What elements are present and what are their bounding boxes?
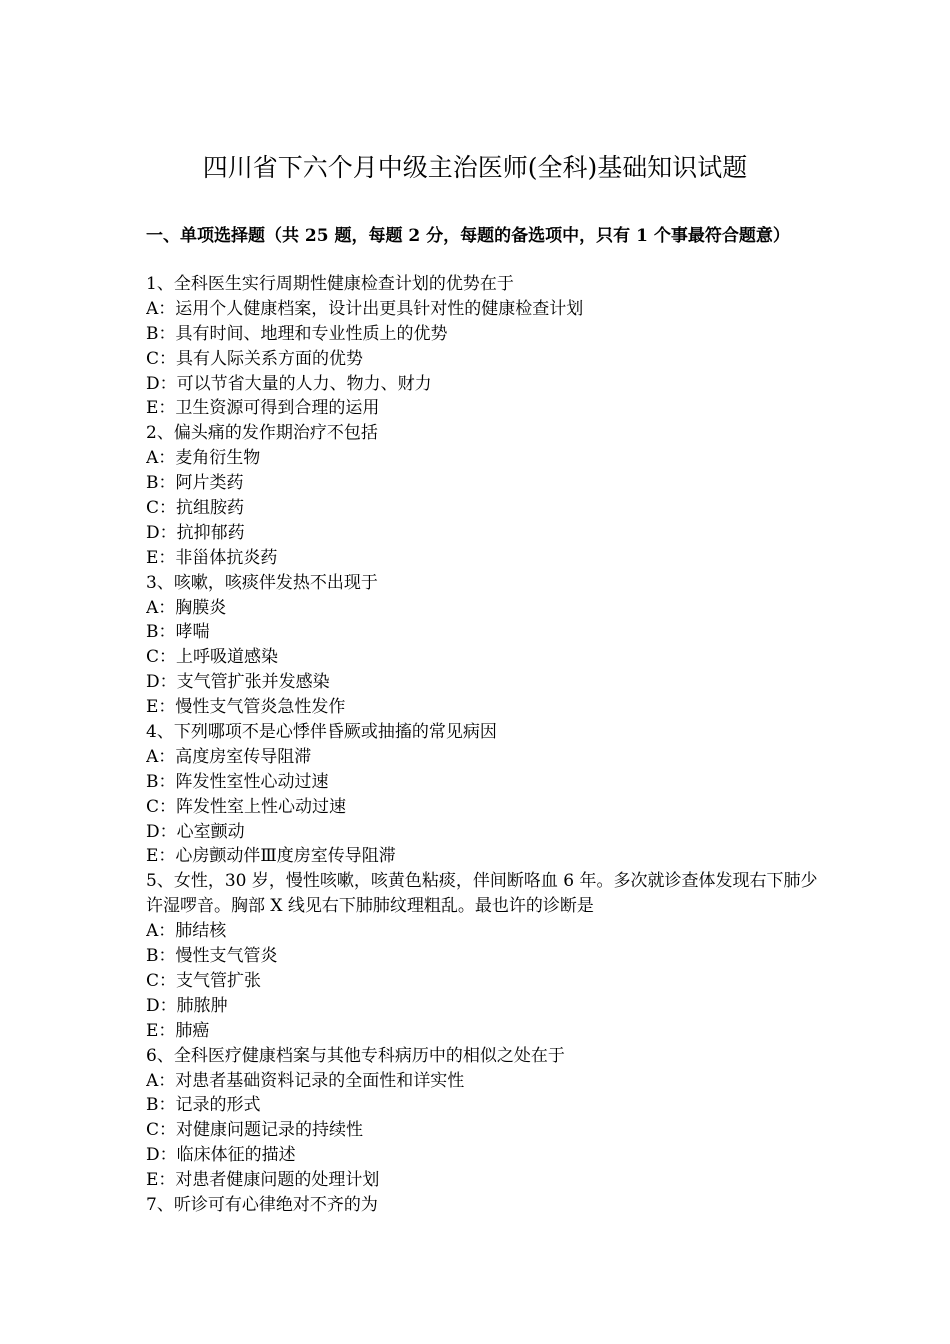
answer-option: D：肺脓肿 [146,995,228,1016]
answer-option: B：慢性支气管炎 [146,946,278,967]
question-stem: 5、女性，30 岁，慢性咳嗽，咳黄色粘痰，伴间断咯血 6 年。多次就诊查体发现右下肺少许湿啰音。胸部 X 线见右下肺肺纹理粗乱。最也许的诊断是 [146,871,818,917]
document-title: 四川省下六个月中级主治医师(全科)基础知识试题 [202,153,748,182]
answer-option: B：记录的形式 [146,1095,261,1116]
answer-option: C：具有人际关系方面的优势 [146,348,364,369]
answer-option: B：阵发性室性心动过速 [146,771,329,792]
answer-option: D：可以节省大量的人力、物力、财力 [146,373,432,394]
answer-option: A：麦角衍生物 [146,448,261,469]
question-stem: 4、下列哪项不是心悸伴昏厥或抽搐的常见病因 [146,722,497,743]
answer-option: C：支气管扩张 [146,970,262,991]
section-heading: 一、单项选择题（共 25 题，每题 2 分，每题的备选项中，只有 1 个事最符合题意） [146,226,790,246]
question-list [146,272,818,1218]
answer-option: E：肺癌 [146,1020,210,1041]
answer-option: D：临床体征的描述 [146,1145,296,1166]
answer-option: C：上呼吸道感染 [146,647,279,668]
answer-option: A：运用个人健康档案，设计出更具针对性的健康检查计划 [146,298,584,319]
answer-option: C：抗组胺药 [146,498,245,519]
answer-option: A：胸膜炎 [146,597,227,618]
answer-option: A：肺结核 [146,921,227,942]
answer-option: C：阵发性室上性心动过速 [146,796,347,817]
answer-option: E：慢性支气管炎急性发作 [146,697,346,718]
answer-option: E：卫生资源可得到合理的运用 [146,398,380,419]
question-stem: 2、偏头痛的发作期治疗不包括 [146,423,378,444]
answer-option: A：高度房室传导阻滞 [146,746,312,767]
answer-option: E：对患者健康问题的处理计划 [146,1170,380,1191]
answer-option: E：非甾体抗炎药 [146,547,278,568]
answer-option: D：抗抑郁药 [146,522,245,543]
answer-option: B：阿片类药 [146,473,244,494]
question-stem: 3、咳嗽，咳痰伴发热不出现于 [146,572,378,593]
answer-option: D：心室颤动 [146,821,245,842]
question-stem: 6、全科医疗健康档案与其他专科病历中的相似之处在于 [146,1045,565,1066]
answer-option: B：具有时间、地理和专业性质上的优势 [146,323,448,344]
question-stem: 7、听诊可有心律绝对不齐的为 [146,1194,378,1215]
question-stem: 1、全科医生实行周期性健康检查计划的优势在于 [146,274,514,294]
answer-option: A：对患者基础资料记录的全面性和详实性 [146,1070,465,1091]
answer-option: E：心房颤动伴Ⅲ度房室传导阻滞 [146,846,396,867]
answer-option: D：支气管扩张并发感染 [146,672,330,693]
answer-option: C：对健康问题记录的持续性 [146,1120,364,1141]
answer-option: B：哮喘 [146,622,210,643]
